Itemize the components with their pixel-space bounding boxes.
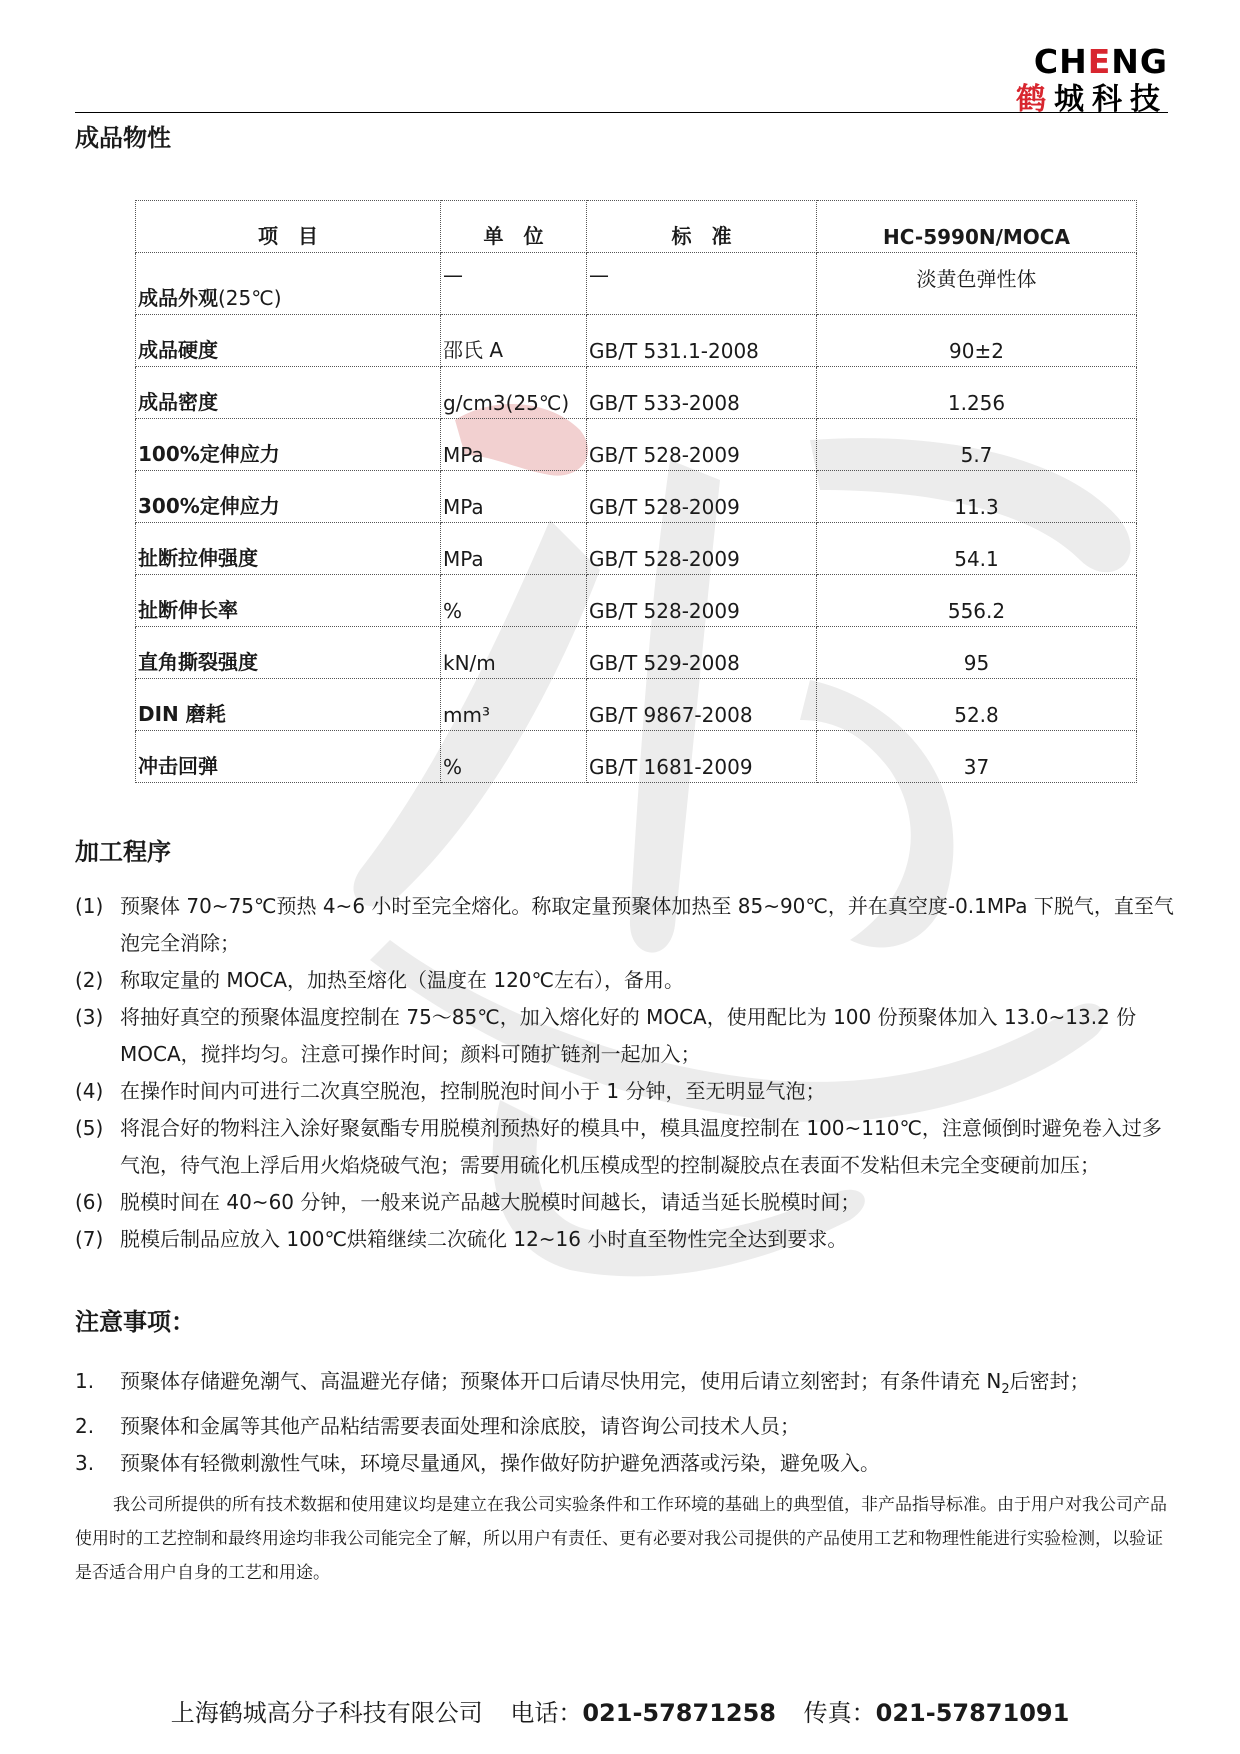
table-row bbox=[136, 731, 1137, 783]
properties-table bbox=[135, 200, 1137, 783]
column-header-value: HC-5990N/MOCA bbox=[817, 201, 1137, 253]
table-row bbox=[136, 627, 1137, 679]
step-text: 脱模时间在 40~60 分钟，一般来说产品越大脱模时间越长，请适当延长脱模时间； bbox=[120, 1190, 861, 1214]
row-value: 95 bbox=[817, 627, 1137, 679]
row-item: 100%定伸应力 bbox=[136, 419, 441, 471]
row-standard: GB/T 528-2009 bbox=[587, 419, 817, 471]
row-standard: GB/T 529-2008 bbox=[587, 627, 817, 679]
note-number: 2. bbox=[75, 1414, 95, 1438]
notes-title: 注意事项： bbox=[75, 1308, 195, 1336]
note-text-tail: 后密封； bbox=[1009, 1369, 1090, 1393]
processing-title: 加工程序 bbox=[75, 838, 171, 866]
row-unit: MPa bbox=[441, 471, 587, 523]
list-item bbox=[75, 962, 1175, 999]
row-standard: GB/T 528-2009 bbox=[587, 575, 817, 627]
step-text: 将抽好真空的预聚体温度控制在 75～85℃，加入熔化好的 MOCA，使用配比为 100 份预聚体加入 13.0~13.2 份 MOCA，搅拌均匀。注意可操作时间；颜料可随扩链剂一起加入； bbox=[120, 1005, 1137, 1066]
row-standard: — bbox=[587, 253, 817, 315]
note-text: 预聚体存储避免潮气、高温避光存储；预聚体开口后请尽快用完，使用后请立刻密封；有条件请充 N bbox=[120, 1369, 1002, 1393]
step-text: 预聚体 70~75℃预热 4~6 小时至完全熔化。称取定量预聚体加热至 85~90℃，并在真空度-0.1MPa 下脱气，直至气泡完全消除； bbox=[120, 894, 1174, 955]
row-value: 90±2 bbox=[817, 315, 1137, 367]
row-value: 556.2 bbox=[817, 575, 1137, 627]
logo-text-he: 鹤 bbox=[1016, 82, 1054, 117]
row-unit: mm³ bbox=[441, 679, 587, 731]
row-item bbox=[136, 253, 441, 315]
row-value: 52.8 bbox=[817, 679, 1137, 731]
row-unit: g/cm3(25℃) bbox=[441, 367, 587, 419]
row-value: 5.7 bbox=[817, 419, 1137, 471]
row-unit: — bbox=[441, 253, 587, 315]
step-text: 称取定量的 MOCA，加热至熔化（温度在 120℃左右），备用。 bbox=[120, 968, 684, 992]
row-unit: MPa bbox=[441, 523, 587, 575]
row-item-suffix: (25℃) bbox=[218, 286, 282, 310]
column-header-standard: 标 准 bbox=[587, 201, 817, 253]
step-number: (5) bbox=[75, 1116, 104, 1140]
step-number: (4) bbox=[75, 1079, 104, 1103]
row-item: DIN 磨耗 bbox=[136, 679, 441, 731]
column-header-unit: 单 位 bbox=[441, 201, 587, 253]
list-item bbox=[75, 1110, 1175, 1184]
list-item bbox=[75, 1073, 1175, 1110]
column-header-item: 项 目 bbox=[136, 201, 441, 253]
footer-fax bbox=[804, 1699, 1070, 1727]
logo-text-cheng-keji: 城科技 bbox=[1054, 82, 1168, 117]
row-value: 11.3 bbox=[817, 471, 1137, 523]
row-item: 成品密度 bbox=[136, 367, 441, 419]
step-text: 脱模后制品应放入 100℃烘箱继续二次硫化 12~16 小时直至物性完全达到要求。 bbox=[120, 1227, 848, 1251]
row-item: 成品硬度 bbox=[136, 315, 441, 367]
footer-fax-label: 传真： bbox=[803, 1699, 876, 1727]
footer-phone-label: 电话： bbox=[510, 1699, 583, 1727]
row-unit: kN/m bbox=[441, 627, 587, 679]
row-standard: GB/T 9867-2008 bbox=[587, 679, 817, 731]
table-row bbox=[136, 315, 1137, 367]
row-standard: GB/T 1681-2009 bbox=[587, 731, 817, 783]
step-number: (3) bbox=[75, 1005, 104, 1029]
footer bbox=[0, 1693, 1240, 1728]
table-row bbox=[136, 679, 1137, 731]
row-unit: MPa bbox=[441, 419, 587, 471]
logo-english bbox=[996, 44, 1168, 80]
note-subscript: 2 bbox=[1001, 1382, 1010, 1397]
notes-list bbox=[75, 1363, 1175, 1482]
row-standard: GB/T 528-2009 bbox=[587, 523, 817, 575]
note-number: 3. bbox=[75, 1451, 95, 1475]
row-item: 300%定伸应力 bbox=[136, 471, 441, 523]
note-number: 1. bbox=[75, 1369, 95, 1393]
table-row bbox=[136, 523, 1137, 575]
list-item bbox=[75, 1363, 1175, 1408]
row-value: 1.256 bbox=[817, 367, 1137, 419]
table-row bbox=[136, 367, 1137, 419]
row-value: 37 bbox=[817, 731, 1137, 783]
step-number: (2) bbox=[75, 968, 104, 992]
row-item: 冲击回弹 bbox=[136, 731, 441, 783]
step-text: 将混合好的物料注入涂好聚氨酯专用脱模剂预热好的模具中，模具温度控制在 100~110℃，注意倾倒时避免卷入过多气泡，待气泡上浮后用火焰烧破气泡；需要用硫化机压模成型的控制凝胶点在表面不发粘但未完全变硬前加压； bbox=[120, 1116, 1162, 1177]
header-rule bbox=[75, 112, 1168, 113]
list-item bbox=[75, 1221, 1175, 1258]
table-row bbox=[136, 575, 1137, 627]
row-unit: 邵氏 A bbox=[441, 315, 587, 367]
list-item bbox=[75, 1408, 1175, 1445]
disclaimer-text: 我公司所提供的所有技术数据和使用建议均是建立在我公司实验条件和工作环境的基础上的典型值，非产品指导标准。由于用户对我公司产品使用时的工艺控制和最终用途均非我公司能完全了解，所以用户有责任、更有必要对我公司提供的产品使用工艺和物理性能进行实验检测，以验证是否适合用户自身的工艺和用途。 bbox=[75, 1495, 1167, 1583]
note-text: 预聚体和金属等其他产品粘结需要表面处理和涂底胶，请咨询公司技术人员； bbox=[120, 1414, 800, 1438]
row-standard: GB/T 528-2009 bbox=[587, 471, 817, 523]
row-item-label: 成品外观 bbox=[138, 286, 218, 310]
row-value: 54.1 bbox=[817, 523, 1137, 575]
row-unit: % bbox=[441, 731, 587, 783]
processing-steps bbox=[75, 888, 1175, 1258]
properties-title: 成品物性 bbox=[75, 124, 171, 152]
table-row bbox=[136, 471, 1137, 523]
row-item: 扯断拉伸强度 bbox=[136, 523, 441, 575]
footer-fax-number: 021-57871091 bbox=[875, 1699, 1070, 1727]
row-item: 直角撕裂强度 bbox=[136, 627, 441, 679]
table-row bbox=[136, 419, 1137, 471]
footer-company: 上海鹤城高分子科技有限公司 bbox=[170, 1699, 483, 1727]
table-header-row bbox=[136, 201, 1137, 253]
row-unit: % bbox=[441, 575, 587, 627]
step-number: (1) bbox=[75, 894, 104, 918]
step-number: (7) bbox=[75, 1227, 104, 1251]
list-item bbox=[75, 888, 1175, 962]
list-item bbox=[75, 999, 1175, 1073]
list-item bbox=[75, 1184, 1175, 1221]
footer-phone-number: 021-57871258 bbox=[582, 1699, 776, 1727]
logo-text-ch: CH bbox=[1033, 42, 1088, 81]
list-item bbox=[75, 1445, 1175, 1482]
logo-text-e: E bbox=[1087, 42, 1112, 81]
step-number: (6) bbox=[75, 1190, 104, 1214]
row-value: 淡黄色弹性体 bbox=[817, 253, 1137, 315]
note-text: 预聚体有轻微刺激性气味，环境尽量通风，操作做好防护避免洒落或污染，避免吸入。 bbox=[120, 1451, 880, 1475]
row-standard: GB/T 533-2008 bbox=[587, 367, 817, 419]
row-item: 扯断伸长率 bbox=[136, 575, 441, 627]
footer-phone bbox=[510, 1699, 776, 1727]
row-standard: GB/T 531.1-2008 bbox=[587, 315, 817, 367]
logo-text-ng: NG bbox=[1111, 42, 1168, 81]
company-logo bbox=[996, 44, 1168, 118]
step-text: 在操作时间内可进行二次真空脱泡，控制脱泡时间小于 1 分钟，至无明显气泡； bbox=[120, 1079, 826, 1103]
table-row bbox=[136, 253, 1137, 315]
